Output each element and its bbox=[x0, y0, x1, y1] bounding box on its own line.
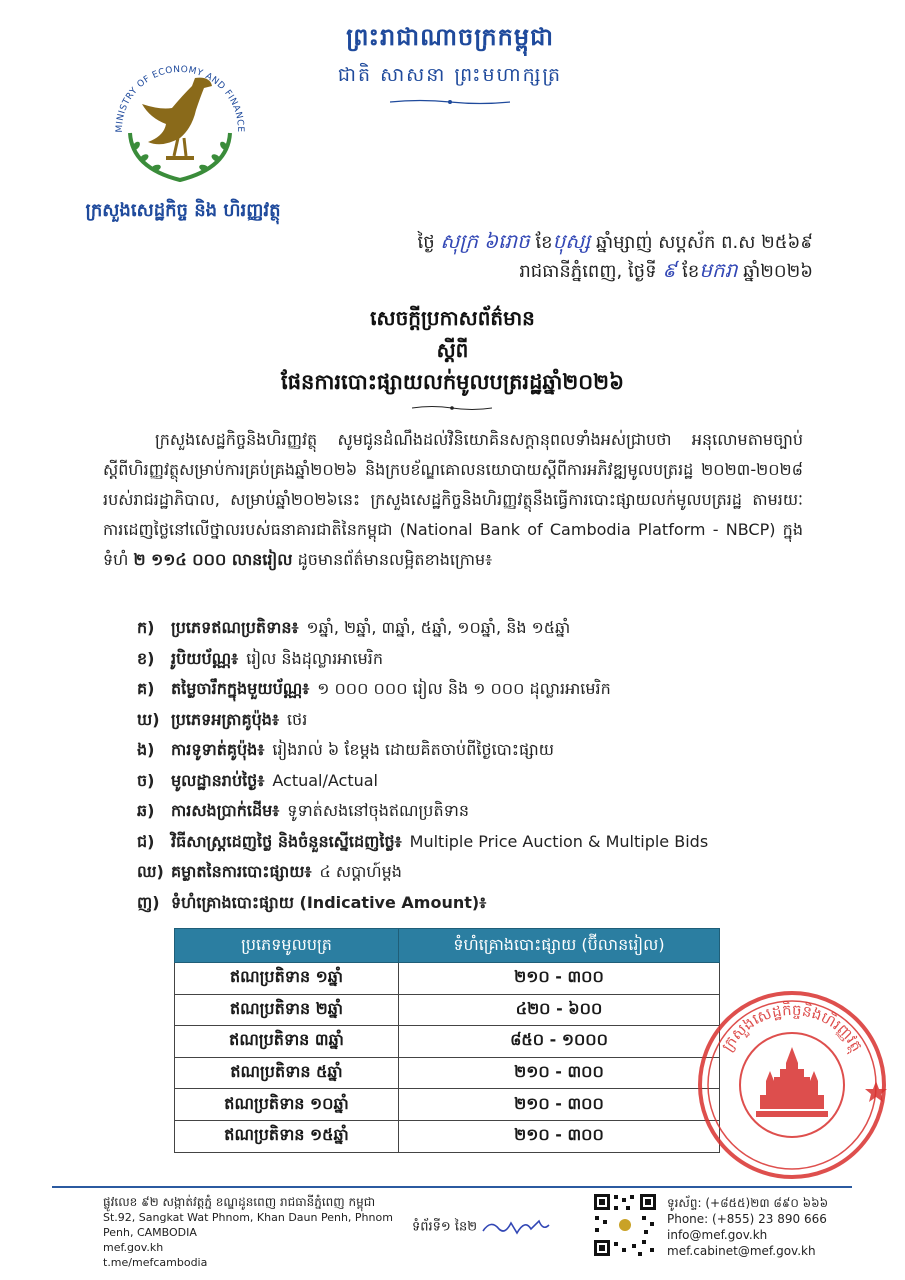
phone-khmer: ទូរស័ព្ទ: (+៨៥៥)២៣ ៨៩០ ៦៦៦ bbox=[667, 1196, 829, 1210]
day-handwritten: ៩ bbox=[662, 258, 677, 282]
table-cell: ឥណប្រតិទាន ១០ឆ្នាំ bbox=[175, 1089, 399, 1121]
footer-address bbox=[103, 1195, 403, 1270]
item-label: រូបិយប័ណ្ណ៖ bbox=[171, 648, 239, 668]
angkor-temple-icon bbox=[756, 1047, 828, 1117]
email-info[interactable]: info@mef.gov.kh bbox=[667, 1228, 768, 1242]
list-item bbox=[137, 770, 797, 801]
item-value: ថេរ bbox=[286, 709, 308, 729]
lunar-year: ឆ្នាំម្សាញ់ សប្តស័ក ព.ស ២៥៦៩ bbox=[596, 232, 813, 253]
table-row bbox=[175, 1026, 720, 1058]
solar-year: ឆ្នាំ២០២៦ bbox=[743, 261, 813, 282]
table-cell: ២១០ - ៣០០ bbox=[399, 1120, 720, 1152]
table-cell: ឥណប្រតិទាន ១៥ឆ្នាំ bbox=[175, 1120, 399, 1152]
table-cell: ៨៥០ - ១០០០ bbox=[399, 1026, 720, 1058]
address-khmer: ផ្លូវលេខ ៩២ សង្កាត់វត្តភ្នំ ខណ្ឌដូនពេញ រាជធានីភ្នំពេញ កម្ពុជា bbox=[103, 1195, 376, 1209]
table-cell: ៤២០ - ៦០០ bbox=[399, 994, 720, 1026]
item-value: ១ ០០០ ០០០ រៀល និង ១ ០០០ ដុល្លារអាមេរិក bbox=[317, 679, 611, 698]
month-label-2: ខែ bbox=[682, 261, 700, 282]
official-seal bbox=[692, 985, 892, 1185]
lunar-month-handwritten: បុស្ស bbox=[552, 229, 591, 253]
item-marker: ជ) bbox=[137, 831, 155, 851]
item-value: Actual/Actual bbox=[272, 770, 378, 790]
national-motto: ជាតិ សាសនា ព្រះមហាក្សត្រ bbox=[337, 64, 563, 86]
list-item bbox=[137, 892, 797, 923]
item-marker: ខ) bbox=[137, 648, 155, 668]
intro-paragraph bbox=[103, 425, 803, 575]
total-amount: ២ ១១៤ ០០០ លានរៀល bbox=[133, 550, 293, 569]
svg-text:MINISTRY OF ECONOMY AND FINANC: MINISTRY OF ECONOMY AND FINANCE bbox=[114, 64, 246, 133]
doc-subject: ផែនការបោះផ្សាយលក់មូលបត្ររដ្ឋឆ្នាំ២០២៦ bbox=[281, 370, 624, 394]
item-label: ប្រភេទអត្រាគូប៉ុង៖ bbox=[171, 709, 279, 729]
table-row bbox=[175, 1089, 720, 1121]
kingdom-header bbox=[300, 22, 600, 110]
item-marker: គ) bbox=[137, 679, 155, 698]
table-cell: ២១០ - ៣០០ bbox=[399, 1057, 720, 1089]
table-cell: ២១០ - ៣០០ bbox=[399, 963, 720, 995]
item-label: គម្លាតនៃការបោះផ្សាយ៖ bbox=[171, 862, 312, 881]
kingdom-title: ព្រះរាជាណាចក្រកម្ពុជា bbox=[346, 22, 554, 51]
list-item bbox=[137, 617, 797, 648]
page-number bbox=[412, 1215, 551, 1239]
list-item bbox=[137, 739, 797, 770]
item-label: ទំហំគ្រោងបោះផ្សាយ (Indicative Amount)៖ bbox=[171, 892, 487, 912]
item-label: វិធីសាស្ត្រដេញថ្លៃ និងចំនួនស្នើដេញថ្លៃ៖ bbox=[171, 831, 402, 851]
column-header: ទំហំគ្រោងបោះផ្សាយ (ប៊ីលានរៀល) bbox=[399, 929, 720, 963]
item-label: ការសងប្រាក់ដើម៖ bbox=[171, 801, 280, 820]
place-date-prefix: រាជធានីភ្នំពេញ, ថ្ងៃទី bbox=[519, 261, 657, 282]
table-cell: ឥណប្រតិទាន ២ឆ្នាំ bbox=[175, 994, 399, 1026]
page-number-text: ទំព័រទី១ នៃ២ bbox=[412, 1219, 478, 1235]
item-value: Multiple Price Auction & Multiple Bids bbox=[409, 831, 709, 851]
address-english: St.92, Sangkat Wat Phnom, Khan Daun Penh, Phnom Penh, CAMBODIA bbox=[103, 1211, 393, 1239]
table-header-row bbox=[175, 929, 720, 963]
item-value: រៀល និងដុល្លារអាមេរិក bbox=[246, 648, 383, 668]
intro-text: ក្រសួងសេដ្ឋកិច្ចនិងហិរញ្ញវត្ថុ សូមជូនដំណឹងដល់វិនិយោគិនសក្តានុពលទាំងអស់ជ្រាបថា អនុលោមតាមច្បាប់ស្តីពីហិរញ្ញវត្ថុសម្រាប់ការគ្រប់គ្រងឆ្នាំ២០២៦ និងក្របខ័ណ្ឌគោលនយោបាយស្តីពីការអភិវឌ្ឍមូលបត្ររដ្ឋ ២០២៣-២០២៨ របស់រាជរដ្ឋាភិបាល, សម្រាប់ឆ្នាំ២០២៦នេះ ក្រសួងសេដ្ឋកិច្ចនិងហិរញ្ញវត្ថុនឹងធ្វើការបោះផ្សាយលក់មូលបត្ររដ្ឋ តាមរយៈការដេញថ្លៃនៅលើថ្នាលរបស់ធនាគារជាតិនៃកម្ពុជា (National Bank of Cambodia Platform - NBCP) ក្នុងទំហំ bbox=[103, 430, 803, 569]
doc-title: សេចក្តីប្រកាសព័ត៌មាន bbox=[370, 306, 535, 330]
details-list bbox=[137, 617, 797, 922]
item-marker: ច) bbox=[137, 770, 155, 790]
title-ornament-icon bbox=[412, 404, 492, 412]
telegram-link[interactable]: t.me/mefcambodia bbox=[103, 1256, 208, 1269]
svg-text:ក្រសួងសេដ្ឋកិច្ចនិងហិរញ្ញវត្ថុ: ក្រសួងសេដ្ឋកិច្ចនិងហិរញ្ញវត្ថុ bbox=[717, 1000, 867, 1055]
list-item bbox=[137, 648, 797, 679]
column-header: ប្រភេទមូលបត្រ bbox=[175, 929, 399, 963]
weekday-handwritten: សុក្រ bbox=[440, 229, 479, 253]
item-marker: ឆ) bbox=[137, 801, 155, 820]
ministry-logo bbox=[100, 38, 260, 198]
signature-initial-icon bbox=[481, 1215, 551, 1239]
website-link[interactable]: mef.gov.kh bbox=[103, 1241, 164, 1254]
lunar-date-line bbox=[253, 228, 813, 258]
list-item bbox=[137, 861, 797, 892]
indicative-amount-table bbox=[174, 928, 720, 1153]
item-marker: ឈ) bbox=[137, 862, 164, 881]
item-value: ទូទាត់សងនៅចុងឥណប្រតិទាន bbox=[287, 801, 469, 820]
item-value: ១ឆ្នាំ, ២ឆ្នាំ, ៣ឆ្នាំ, ៥ឆ្នាំ, ១០ឆ្នាំ, និង ១៥ឆ្នាំ bbox=[306, 618, 571, 637]
item-marker: ឃ) bbox=[137, 709, 160, 729]
month-handwritten: មករា bbox=[699, 258, 738, 282]
list-item bbox=[137, 800, 797, 831]
intro-text-end: ដូចមានព័ត៌មានលម្អិតខាងក្រោម៖ bbox=[297, 550, 493, 569]
list-item bbox=[137, 678, 797, 709]
lunar-day-handwritten: ៦រោច bbox=[483, 229, 530, 253]
item-label: មូលដ្ឋានរាប់ថ្ងៃ៖ bbox=[171, 770, 265, 790]
doc-title-about: ស្តីពី bbox=[436, 338, 469, 362]
table-row bbox=[175, 963, 720, 995]
table-cell: ២១០ - ៣០០ bbox=[399, 1089, 720, 1121]
list-item bbox=[137, 831, 797, 862]
date-prefix: ថ្ងៃ bbox=[417, 232, 435, 253]
item-label: ប្រភេទឥណប្រតិទាន៖ bbox=[171, 618, 299, 637]
item-marker: ក) bbox=[137, 618, 155, 637]
table-row bbox=[175, 994, 720, 1026]
item-value: ៤ សប្តាហ៍ម្តង bbox=[319, 862, 402, 881]
table-row bbox=[175, 1120, 720, 1152]
footer-divider bbox=[52, 1186, 852, 1188]
month-label: ខែ bbox=[535, 232, 553, 253]
qr-code-icon[interactable] bbox=[592, 1192, 658, 1258]
email-cabinet[interactable]: mef.cabinet@mef.gov.kh bbox=[667, 1244, 816, 1258]
item-marker: ង) bbox=[137, 740, 155, 759]
table-row bbox=[175, 1057, 720, 1089]
item-value: រៀងរាល់ ៦ ខែម្តង ដោយគិតចាប់ពីថ្ងៃបោះផ្សាយ bbox=[272, 740, 554, 759]
table-cell: ឥណប្រតិទាន ៣ឆ្នាំ bbox=[175, 1026, 399, 1058]
phone-english: Phone: (+855) 23 890 666 bbox=[667, 1212, 827, 1226]
ornament-divider-icon bbox=[390, 98, 510, 106]
item-label: ការទូទាត់គូប៉ុង៖ bbox=[171, 740, 265, 759]
footer-contact bbox=[667, 1195, 867, 1259]
list-item bbox=[137, 709, 797, 740]
solar-date-line bbox=[253, 257, 813, 287]
item-label: តម្លៃចារឹកក្នុងមួយប័ណ្ណ៖ bbox=[171, 679, 310, 698]
item-marker: ញ) bbox=[137, 892, 160, 912]
table-cell: ឥណប្រតិទាន ១ឆ្នាំ bbox=[175, 963, 399, 995]
ministry-name: ក្រសួងសេដ្ឋកិច្ច និង ហិរញ្ញវត្ថុ bbox=[85, 200, 281, 221]
table-cell: ឥណប្រតិទាន ៥ឆ្នាំ bbox=[175, 1057, 399, 1089]
bird-emblem-icon bbox=[142, 78, 212, 160]
